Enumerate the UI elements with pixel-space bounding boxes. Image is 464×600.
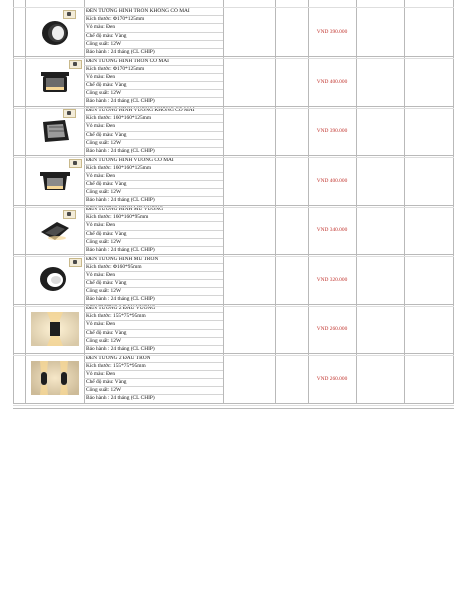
square-up-down-wall-lamp-icon — [25, 305, 85, 352]
grid-line — [13, 106, 454, 107]
product-spec-block — [84, 58, 223, 106]
grid-line — [13, 405, 454, 406]
table-row — [13, 58, 454, 107]
round-wall-lamp-with-cap-icon — [25, 58, 85, 105]
square-wall-lamp-with-cap-icon — [25, 157, 85, 204]
spec-warranty: Bảo hành : 24 tháng (CL CHIP) — [86, 48, 155, 55]
grid-line — [13, 408, 454, 409]
product-name: ĐÈN TƯỜNG 2 ĐẦU VUÔNG — [84, 305, 223, 313]
table-row — [13, 157, 454, 206]
spec-warranty: Bảo hành : 24 tháng (CL CHIP) — [86, 296, 155, 303]
grid-line — [13, 256, 454, 257]
spec-light: Chế độ màu: Vàng — [84, 132, 223, 140]
spec-power: Công suất: 12W — [84, 90, 223, 98]
product-name: ĐÈN TƯỜNG HÌNH MŨ VUÔNG — [84, 206, 223, 214]
spec-warranty: Bảo hành : 24 tháng (CL CHIP) — [86, 246, 155, 253]
grid-line — [13, 304, 454, 305]
grid-line — [13, 155, 454, 156]
product-price: VND 400.000 — [316, 78, 348, 85]
round-hat-wall-lamp-icon — [25, 256, 85, 303]
spec-light: Chế độ màu: Vàng — [84, 280, 223, 288]
grid-line — [13, 157, 454, 158]
spec-warranty: Bảo hành : 24 tháng (CL CHIP) — [86, 98, 155, 105]
product-name: ĐÈN TƯỜNG 2 ĐẦU TRÒN — [84, 355, 223, 363]
grid-line — [13, 355, 454, 356]
spec-power: Công suất: 12W — [84, 387, 223, 395]
spec-shell: Vỏ màu: Đen — [84, 123, 223, 131]
spec-size: Kích thước: 155*75*95mm — [84, 363, 223, 371]
spec-power: Công suất: 12W — [84, 338, 223, 346]
spec-size: Kích thước: 160*160*125mm — [84, 115, 223, 123]
spec-light: Chế độ màu: Vàng — [84, 82, 223, 90]
grid-line — [13, 353, 454, 354]
color-swatch-icon — [69, 60, 82, 69]
spec-size: Kích thước: Φ160*95mm — [84, 264, 223, 272]
spec-shell: Vỏ màu: Đen — [84, 222, 223, 230]
square-wall-lamp-no-cap-icon — [25, 107, 85, 154]
product-price: VND 260.000 — [316, 375, 348, 382]
grid-line — [13, 56, 454, 57]
product-spec-block — [84, 8, 223, 56]
grid-line — [13, 306, 454, 307]
product-spec-block — [84, 107, 223, 155]
product-price: VND 320.000 — [316, 276, 348, 283]
spec-warranty: Bảo hành : 24 tháng (CL CHIP) — [86, 395, 155, 402]
spec-light: Chế độ màu: Vàng — [84, 231, 223, 239]
grid-line — [13, 108, 454, 109]
spec-shell: Vỏ màu: Đen — [84, 74, 223, 82]
product-name: ĐÈN TƯỜNG HÌNH TRÒN CÓ MAI — [84, 58, 223, 66]
table-row — [13, 355, 454, 404]
spec-light: Chế độ màu: Vàng — [84, 330, 223, 338]
grid-line — [13, 403, 454, 404]
spec-size: Kích thước: 160*160*125mm — [84, 165, 223, 173]
table-row — [13, 206, 454, 255]
grid-line — [13, 205, 454, 206]
color-swatch-icon — [69, 258, 82, 267]
spec-shell: Vỏ màu: Đen — [84, 371, 223, 379]
table-row — [13, 8, 454, 57]
grid-line — [13, 254, 454, 255]
spec-size: Kích thước: 160*160*95mm — [84, 214, 223, 222]
grid-line — [13, 7, 454, 8]
color-swatch-icon — [63, 10, 76, 19]
product-spec-block — [84, 157, 223, 205]
spec-shell: Vỏ màu: Đen — [84, 321, 223, 329]
spec-power: Công suất: 12W — [84, 140, 223, 148]
square-hat-wall-lamp-icon — [25, 206, 85, 253]
product-spec-block — [84, 206, 223, 254]
round-up-down-wall-lamp-icon — [25, 355, 85, 402]
product-price: VND 340.000 — [316, 227, 348, 233]
product-spec-block — [84, 355, 223, 403]
product-spec-block — [84, 256, 223, 304]
spec-shell: Vỏ màu: Đen — [84, 272, 223, 280]
spec-power: Công suất: 12W — [84, 189, 223, 197]
color-swatch-icon — [63, 210, 76, 219]
product-name: ĐÈN TƯỜNG HÌNH TRÒN KHÔNG CÓ MAI — [84, 8, 223, 16]
product-spec-block — [84, 305, 223, 353]
grid-line — [13, 207, 454, 208]
product-price: VND 400.000 — [316, 177, 348, 184]
product-price-table — [13, 0, 454, 403]
product-price: VND 390.000 — [316, 128, 348, 134]
product-price: VND 260.000 — [316, 326, 348, 332]
round-wall-lamp-no-cap-icon — [25, 8, 85, 55]
product-name: ĐÈN TƯỜNG HÌNH MŨ TRÒN — [84, 256, 223, 264]
spec-size: Kích thước: Φ170*125mm — [84, 66, 223, 74]
spec-size: Kích thước: 155*75*95mm — [84, 313, 223, 321]
table-row — [13, 107, 454, 156]
spec-light: Chế độ màu: Vàng — [84, 181, 223, 189]
spec-shell: Vỏ màu: Đen — [84, 24, 223, 32]
color-swatch-icon — [69, 159, 82, 168]
spec-shell: Vỏ màu: Đen — [84, 173, 223, 181]
table-row — [13, 256, 454, 305]
spec-power: Công suất: 12W — [84, 239, 223, 247]
grid-line — [13, 58, 454, 59]
spec-light: Chế độ màu: Vàng — [84, 33, 223, 41]
product-name: ĐÈN TƯỜNG HÌNH VUÔNG CÓ MAI — [84, 157, 223, 165]
product-price: VND 390.000 — [316, 29, 348, 35]
spec-light: Chế độ màu: Vàng — [84, 379, 223, 387]
spec-warranty: Bảo hành : 24 tháng (CL CHIP) — [86, 197, 155, 204]
product-name: ĐÈN TƯỜNG HÌNH VUÔNG KHÔNG CÓ MAI — [84, 107, 223, 115]
spec-size: Kích thước: Φ170*125mm — [84, 16, 223, 24]
color-swatch-icon — [63, 109, 76, 118]
spec-warranty: Bảo hành : 24 tháng (CL CHIP) — [86, 345, 155, 352]
spec-warranty: Bảo hành : 24 tháng (CL CHIP) — [86, 147, 155, 154]
table-row — [13, 305, 454, 354]
spec-power: Công suất: 12W — [84, 41, 223, 49]
spec-power: Công suất: 12W — [84, 288, 223, 296]
